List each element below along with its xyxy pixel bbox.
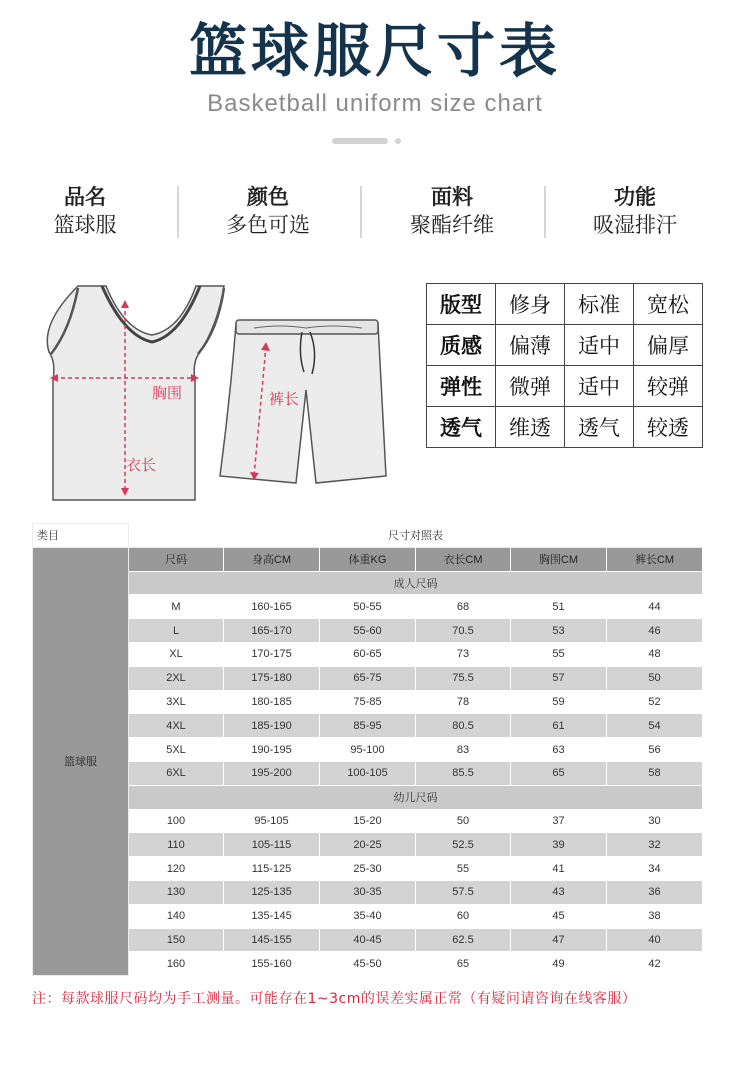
size-cell: 100-105 — [320, 761, 416, 785]
size-group-label: 成人尺码 — [129, 571, 703, 595]
fit-feel-option: 较透 — [634, 407, 703, 448]
measurement-note: 注：每款球服尺码均为手工测量。可能存在1~3cm的误差实属正常（有疑问请咨询在线客服） — [32, 991, 637, 1007]
size-cell: 145-155 — [224, 928, 320, 952]
size-cell: 73 — [416, 642, 511, 666]
column-header: 胸围CM — [511, 547, 607, 571]
size-row — [33, 904, 703, 928]
size-cell: 54 — [607, 714, 703, 738]
size-cell: 57 — [511, 666, 607, 690]
size-cell: 47 — [511, 928, 607, 952]
size-cell: 38 — [607, 904, 703, 928]
size-cell: 6XL — [129, 761, 224, 785]
size-cell: 55 — [416, 857, 511, 881]
fit-feel-option: 透气 — [565, 407, 634, 448]
chest-label: 胸围 — [152, 384, 183, 402]
attr-divider — [544, 186, 546, 238]
fit-feel-option: 微弹 — [496, 366, 565, 407]
fit-feel-option: 维透 — [496, 407, 565, 448]
size-cell: 78 — [416, 690, 511, 714]
size-cell: 160-165 — [224, 595, 320, 619]
size-cell: 165-170 — [224, 619, 320, 643]
fit-feel-option: 较弹 — [634, 366, 703, 407]
size-row — [33, 714, 703, 738]
size-row — [33, 619, 703, 643]
size-cell: 45-50 — [320, 952, 416, 976]
size-cell: 170-175 — [224, 642, 320, 666]
size-table-title: 尺寸对照表 — [129, 524, 703, 548]
size-cell: 50 — [607, 666, 703, 690]
size-cell: 155-160 — [224, 952, 320, 976]
size-group-row — [33, 571, 703, 595]
size-row — [33, 761, 703, 785]
size-cell: 37 — [511, 809, 607, 833]
attr-value: 聚酯纤维 — [410, 213, 494, 237]
attr-label: 颜色 — [247, 185, 289, 209]
fit-feel-table — [426, 283, 703, 448]
size-cell: 42 — [607, 952, 703, 976]
fit-feel-option: 适中 — [565, 366, 634, 407]
fit-feel-option: 偏薄 — [496, 325, 565, 366]
size-cell: 46 — [607, 619, 703, 643]
size-cell: 55 — [511, 642, 607, 666]
size-cell: 95-105 — [224, 809, 320, 833]
size-cell: 32 — [607, 833, 703, 857]
size-cell: 52 — [607, 690, 703, 714]
size-cell: 15-20 — [320, 809, 416, 833]
size-cell: M — [129, 595, 224, 619]
attr-function — [560, 184, 710, 239]
column-header: 体重KG — [320, 547, 416, 571]
size-table-header — [33, 547, 703, 571]
attr-label: 品名 — [64, 185, 106, 209]
size-cell: 60 — [416, 904, 511, 928]
size-cell: 20-25 — [320, 833, 416, 857]
column-header: 裤长CM — [607, 547, 703, 571]
pants-length-label: 裤长 — [269, 390, 300, 408]
size-cell: 85.5 — [416, 761, 511, 785]
size-row — [33, 690, 703, 714]
size-cell: 51 — [511, 595, 607, 619]
size-cell: 34 — [607, 857, 703, 881]
attr-value: 多色可选 — [226, 213, 310, 237]
fit-feel-row — [427, 366, 703, 407]
category-name: 篮球服 — [33, 547, 129, 975]
size-cell: 40-45 — [320, 928, 416, 952]
size-cell: 160 — [129, 952, 224, 976]
size-cell: 55-60 — [320, 619, 416, 643]
arrow-head — [121, 300, 129, 308]
size-cell: 39 — [511, 833, 607, 857]
size-cell: 120 — [129, 857, 224, 881]
size-cell: 150 — [129, 928, 224, 952]
size-cell: 48 — [607, 642, 703, 666]
size-row — [33, 666, 703, 690]
size-cell: 60-65 — [320, 642, 416, 666]
page-title: 篮球服尺寸表 — [188, 17, 561, 85]
size-cell: 85-95 — [320, 714, 416, 738]
size-cell: 190-195 — [224, 738, 320, 762]
size-cell: 40 — [607, 928, 703, 952]
size-row — [33, 857, 703, 881]
fit-feel-option: 标准 — [565, 284, 634, 325]
size-cell: 57.5 — [416, 880, 511, 904]
fit-feel-row — [427, 407, 703, 448]
size-cell: 41 — [511, 857, 607, 881]
size-cell: 4XL — [129, 714, 224, 738]
size-cell: 43 — [511, 880, 607, 904]
attr-name — [10, 184, 160, 239]
product-attributes — [0, 184, 750, 240]
size-cell: 105-115 — [224, 833, 320, 857]
size-cell: 44 — [607, 595, 703, 619]
size-cell: 5XL — [129, 738, 224, 762]
size-cell: 70.5 — [416, 619, 511, 643]
attr-label: 面料 — [431, 185, 473, 209]
size-cell: 53 — [511, 619, 607, 643]
attr-fabric — [377, 184, 527, 239]
size-cell: 125-135 — [224, 880, 320, 904]
size-cell: 63 — [511, 738, 607, 762]
size-cell: 35-40 — [320, 904, 416, 928]
size-cell: 50 — [416, 809, 511, 833]
size-cell: 115-125 — [224, 857, 320, 881]
size-cell: 140 — [129, 904, 224, 928]
size-cell: 62.5 — [416, 928, 511, 952]
size-group-label: 幼儿尺码 — [129, 785, 703, 809]
fit-feel-attribute: 弹性 — [427, 366, 496, 407]
fit-feel-option: 宽松 — [634, 284, 703, 325]
fit-feel-attribute: 透气 — [427, 407, 496, 448]
length-label: 衣长 — [126, 456, 157, 474]
fit-feel-attribute: 质感 — [427, 325, 496, 366]
size-cell: 130 — [129, 880, 224, 904]
size-cell: 30 — [607, 809, 703, 833]
size-cell: 2XL — [129, 666, 224, 690]
size-cell: 58 — [607, 761, 703, 785]
size-cell: 25-30 — [320, 857, 416, 881]
slide-indicator-active — [332, 138, 388, 144]
size-cell: 45 — [511, 904, 607, 928]
size-cell: 185-190 — [224, 714, 320, 738]
size-cell: 65 — [511, 761, 607, 785]
column-header: 身高CM — [224, 547, 320, 571]
fit-feel-attribute: 版型 — [427, 284, 496, 325]
size-cell: 65 — [416, 952, 511, 976]
fit-feel-option: 修身 — [496, 284, 565, 325]
size-group-row — [33, 785, 703, 809]
size-cell: 83 — [416, 738, 511, 762]
size-chart-table — [32, 523, 703, 976]
size-row — [33, 642, 703, 666]
size-row — [33, 809, 703, 833]
attr-value: 篮球服 — [53, 213, 117, 237]
size-cell: 56 — [607, 738, 703, 762]
size-cell: 95-100 — [320, 738, 416, 762]
size-cell: 61 — [511, 714, 607, 738]
size-row — [33, 595, 703, 619]
attr-divider — [360, 186, 362, 238]
column-header: 尺码 — [129, 547, 224, 571]
fit-feel-option: 适中 — [565, 325, 634, 366]
shorts-icon — [220, 320, 386, 483]
attr-divider — [177, 186, 179, 238]
attr-value: 吸湿排汗 — [593, 213, 677, 237]
fit-feel-row — [427, 284, 703, 325]
size-cell: 49 — [511, 952, 607, 976]
size-cell: 50-55 — [320, 595, 416, 619]
size-cell: 195-200 — [224, 761, 320, 785]
size-cell: 36 — [607, 880, 703, 904]
size-row — [33, 738, 703, 762]
size-table-title-row — [33, 524, 703, 548]
size-cell: 175-180 — [224, 666, 320, 690]
category-header: 类目 — [33, 524, 129, 548]
fit-feel-option: 偏厚 — [634, 325, 703, 366]
size-cell: 75-85 — [320, 690, 416, 714]
size-row — [33, 833, 703, 857]
size-row — [33, 880, 703, 904]
size-cell: 75.5 — [416, 666, 511, 690]
size-cell: 100 — [129, 809, 224, 833]
size-cell: L — [129, 619, 224, 643]
size-cell: 180-185 — [224, 690, 320, 714]
size-cell: XL — [129, 642, 224, 666]
size-cell: 80.5 — [416, 714, 511, 738]
column-header: 衣长CM — [416, 547, 511, 571]
attr-label: 功能 — [614, 185, 656, 209]
measurement-illustration — [40, 280, 400, 510]
size-cell: 65-75 — [320, 666, 416, 690]
size-cell: 135-145 — [224, 904, 320, 928]
size-cell: 59 — [511, 690, 607, 714]
size-cell: 110 — [129, 833, 224, 857]
page-subtitle: Basketball uniform size chart — [207, 90, 543, 117]
size-cell: 30-35 — [320, 880, 416, 904]
fit-feel-row — [427, 325, 703, 366]
size-cell: 68 — [416, 595, 511, 619]
size-cell: 52.5 — [416, 833, 511, 857]
attr-color — [193, 184, 343, 239]
size-row — [33, 952, 703, 976]
slide-indicator-dot — [395, 138, 401, 144]
size-row — [33, 928, 703, 952]
size-cell: 3XL — [129, 690, 224, 714]
